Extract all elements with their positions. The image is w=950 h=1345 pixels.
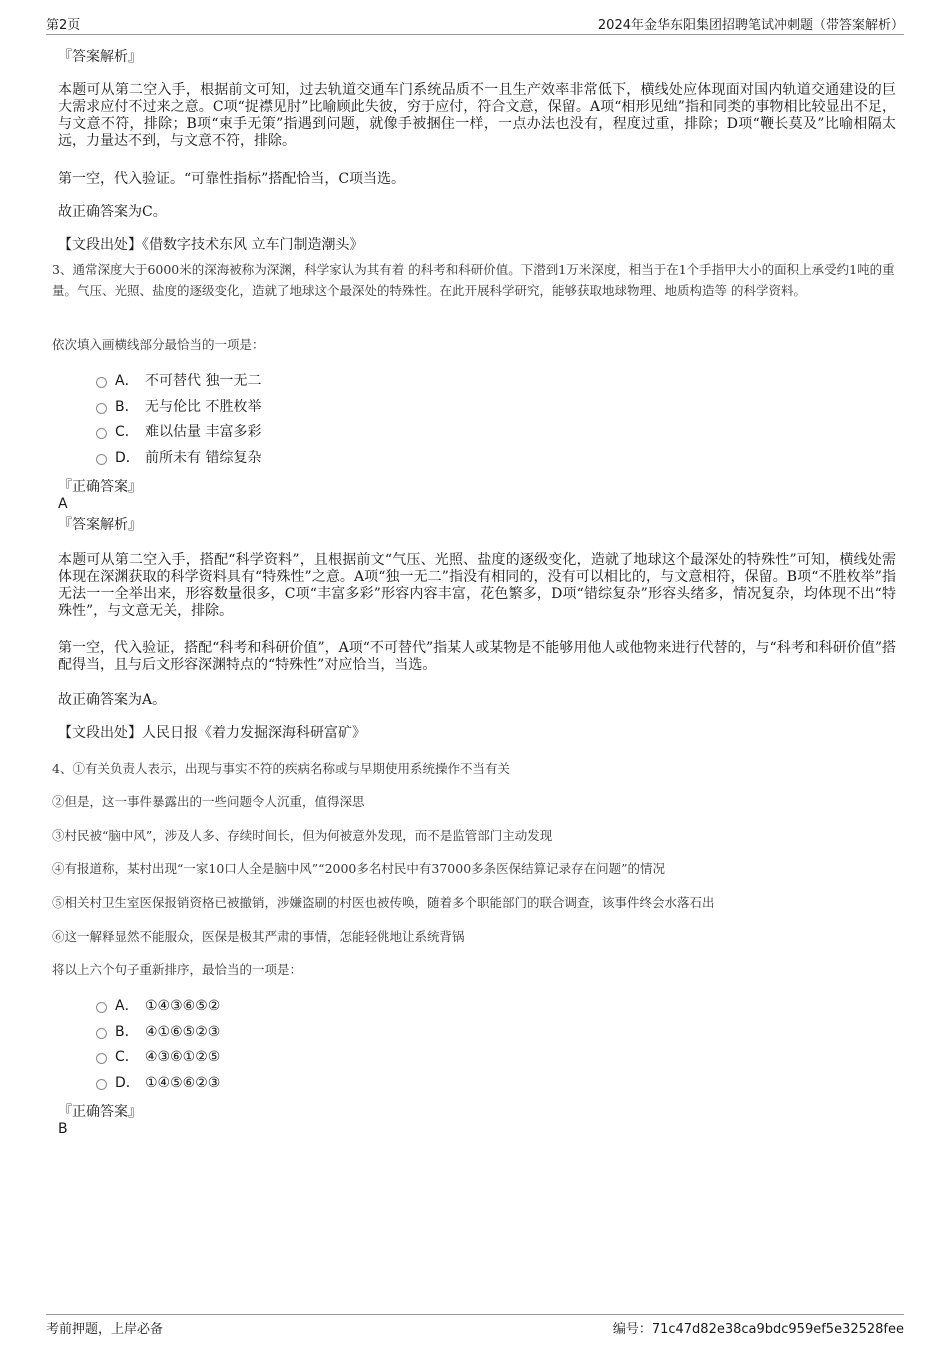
radio-icon[interactable] bbox=[96, 1053, 107, 1064]
q2-analysis-paragraph-2: 第一空，代入验证。“可靠性指标”搭配恰当，C项当选。 bbox=[58, 171, 406, 187]
radio-icon[interactable] bbox=[96, 377, 107, 388]
radio-icon[interactable] bbox=[96, 1002, 107, 1013]
q4-instruction: 将以上六个句子重新排序，最恰当的一项是： bbox=[52, 962, 303, 977]
footer-slogan: 考前押题，上岸必备 bbox=[46, 1322, 164, 1337]
q3-option-a[interactable]: A． 不可替代 独一无二 bbox=[96, 372, 261, 390]
q4-sentence-6: ⑥这一解释显然不能服众，医保是极其严肃的事情，怎能轻佻地让系统背锅 bbox=[52, 929, 465, 944]
q3-option-c[interactable]: C． 难以估量 丰富多彩 bbox=[96, 423, 261, 441]
q3-answer: A bbox=[58, 496, 68, 512]
q4-sentence-4: ④有报道称，某村出现“一家10口人全是脑中风”“2000多名村民中有37000多条医保结算记录存在问题”的情况 bbox=[52, 861, 666, 876]
document-id: 编号：71c47d82e38ca9bdc959ef5e32528fee bbox=[612, 1322, 904, 1337]
q3-instruction: 依次填入画横线部分最恰当的一项是： bbox=[52, 337, 265, 352]
q2-analysis-paragraph-3: 故正确答案为C。 bbox=[58, 204, 167, 220]
radio-icon[interactable] bbox=[96, 403, 107, 414]
q4-option-c[interactable]: C． ④③⑥①②⑤ bbox=[96, 1048, 220, 1066]
page-footer bbox=[46, 1314, 904, 1337]
q4-answer: B bbox=[58, 1121, 68, 1137]
q4-sentence-5: ⑤相关村卫生室医保报销资格已被撤销，涉嫌盗刷的村医也被传唤，随着多个职能部门的联合调查，该事件终会水落石出 bbox=[52, 895, 715, 910]
page-header bbox=[46, 14, 904, 35]
page-number: 第2页 bbox=[46, 18, 81, 33]
q2-source: 【文段出处】《借数字技术东风 立车门制造潮头》 bbox=[58, 237, 364, 253]
q3-analysis-paragraph-3: 故正确答案为A。 bbox=[58, 692, 167, 708]
q4-sentence-1: 4、①有关负责人表示，出现与事实不符的疾病名称或与早期使用系统操作不当有关 bbox=[52, 761, 510, 776]
q4-option-d[interactable]: D． ①④⑤⑥②③ bbox=[96, 1074, 220, 1092]
q3-source: 【文段出处】人民日报《着力发掘深海科研富矿》 bbox=[58, 725, 366, 741]
q2-analysis-label: 『答案解析』 bbox=[58, 49, 142, 65]
q3-analysis-paragraph-2: 第一空，代入验证，搭配“科考和科研价值”，A项“不可替代”指某人或某物是不能够用他人或他物来进行代替的，与“科考和科研价值”搭配得当，且与后文形容深渊特点的“特殊性”对应恰当，当选。 bbox=[58, 640, 896, 673]
radio-icon[interactable] bbox=[96, 428, 107, 439]
q4-sentence-2: ②但是，这一事件暴露出的一些问题令人沉重，值得深思 bbox=[52, 794, 365, 809]
radio-icon[interactable] bbox=[96, 1079, 107, 1090]
q3-option-b[interactable]: B． 无与伦比 不胜枚举 bbox=[96, 398, 261, 416]
q3-answer-label: 『正确答案』 bbox=[58, 479, 142, 495]
q3-stem: 3、通常深度大于6000米的深海被称为深渊，科学家认为其有着 的科考和科研价值。下潜到1万米深度，相当于在1个手指甲大小的面积上承受约1吨的重量。气压、光照、盐度的逐级变化，造就了地球这个最深处的特殊性。在此开展科学研究，能够获取地球物理、地质构造等 的科学资料。 bbox=[52, 262, 895, 298]
q3-analysis-label: 『答案解析』 bbox=[58, 517, 142, 533]
q3-analysis-paragraph-1: 本题可从第二空入手，搭配“科学资料”，且根据前文“气压、光照、盐度的逐级变化，造就了地球这个最深处的特殊性”可知，横线处需体现在深渊获取的科学资料具有“特殊性”之意。A项“独一无二”指没有相同的，没有可以相比的，与文意相符，保留。B项“不胜枚举”指无法一一全举出来，形容数量很多，C项“丰富多彩”形容内容丰富，花色繁多，D项“错综复杂”形容头绪多，情况复杂，均体现不出“特殊性”，与文意无关，排除。 bbox=[58, 552, 896, 619]
document-title: 2024年金华东阳集团招聘笔试冲刺题（带答案解析） bbox=[597, 18, 904, 33]
q2-analysis-paragraph-1: 本题可从第二空入手，根据前文可知，过去轨道交通车门系统品质不一且生产效率非常低下，横线处应体现面对国内轨道交通建设的巨大需求应付不过来之意。C项“捉襟见肘”比喻顾此失彼，穷于应付，符合文意，保留。A项“相形见绌”指和同类的事物相比较显出不足，与文意不符，排除；B项“束手无策”指遇到问题，就像手被捆住一样，一点办法也没有，程度过重，排除；D项“鞭长莫及”比喻相隔太远，力量达不到，与文意不符，排除。 bbox=[58, 82, 896, 149]
radio-icon[interactable] bbox=[96, 454, 107, 465]
q4-option-a[interactable]: A． ①④③⑥⑤② bbox=[96, 997, 220, 1015]
q4-option-b[interactable]: B． ④①⑥⑤②③ bbox=[96, 1023, 220, 1041]
q3-option-d[interactable]: D． 前所未有 错综复杂 bbox=[96, 449, 261, 467]
radio-icon[interactable] bbox=[96, 1028, 107, 1039]
q4-sentence-3: ③村民被“脑中风”，涉及人多、存续时间长，但为何被意外发现，而不是监管部门主动发现 bbox=[52, 828, 553, 843]
q4-answer-label: 『正确答案』 bbox=[58, 1104, 142, 1120]
